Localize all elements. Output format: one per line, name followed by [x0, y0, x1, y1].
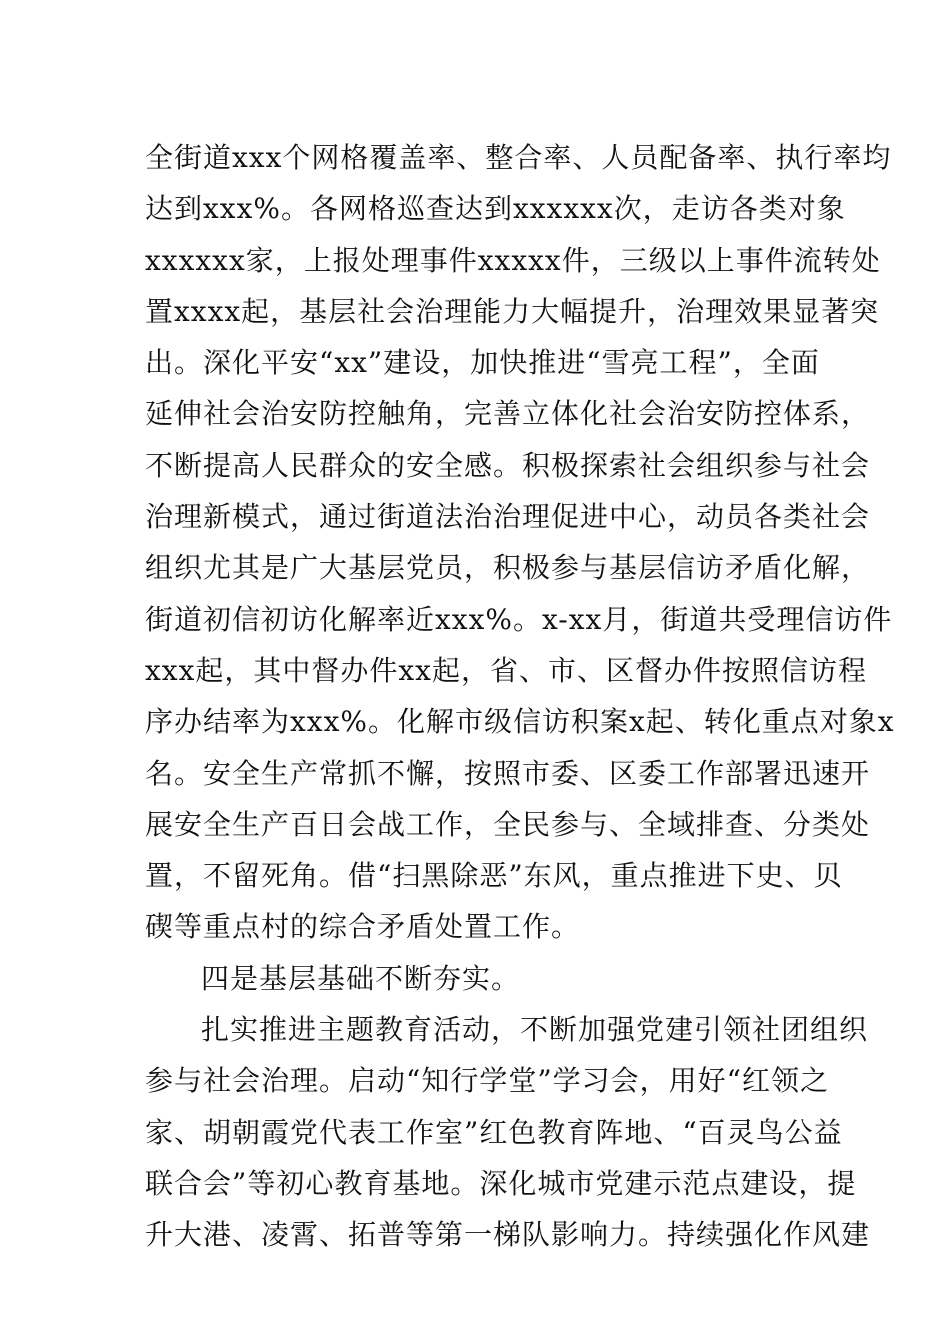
- text-line: 家、胡朝霞党代表工作室”红色教育阵地、“百灵鸟公益: [145, 1115, 843, 1149]
- text-line: 名。安全生产常抓不懈，按照市委、区委工作部署迅速开: [145, 756, 871, 790]
- text-line: 升大港、凌霄、拓普等第一梯队影响力。持续强化作风建: [145, 1218, 871, 1252]
- text-line: 置，不留死角。借“扫黑除恶”东风，重点推进下史、贝: [145, 859, 843, 893]
- text-line: 组织尤其是广大基层党员，积极参与基层信访矛盾化解，: [145, 551, 871, 585]
- text-line: 碶等重点村的综合矛盾处置工作。: [145, 910, 581, 944]
- document-body: [145, 132, 895, 1261]
- text-line: 联合会”等初心教育基地。深化城市党建示范点建设，提: [145, 1166, 857, 1200]
- text-line: 延伸社会治安防控触角，完善立体化社会治安防控体系，: [145, 397, 871, 431]
- text-line: xxxxxx家，上报处理事件xxxxx件，三级以上事件流转处: [145, 243, 881, 277]
- section-heading: 四是基层基础不断夯实。: [201, 961, 521, 995]
- text-line: 街道初信初访化解率近xxx%。x-xx月，街道共受理信访件: [145, 602, 893, 636]
- text-line: 治理新模式，通过街道法治治理促进中心，动员各类社会: [145, 500, 871, 534]
- text-line: 不断提高人民群众的安全感。积极探索社会组织参与社会: [145, 448, 871, 482]
- text-line: 出。深化平安“xx”建设，加快推进“雪亮工程”，全面: [145, 346, 820, 380]
- text-line: 全街道xxx个网格覆盖率、整合率、人员配备率、执行率均: [145, 141, 892, 174]
- text-line: xxx起，其中督办件xx起，省、市、区督办件按照信访程: [145, 653, 867, 687]
- text-line: 参与社会治理。启动“知行学堂”学习会，用好“红领之: [145, 1064, 829, 1098]
- text-line: 展安全生产百日会战工作，全民参与、全域排查、分类处: [145, 807, 871, 841]
- text-line: 置xxxx起，基层社会治理能力大幅提升，治理效果显著突: [145, 294, 880, 328]
- text-line: 序办结率为xxx%。化解市级信访积案x起、转化重点对象x: [145, 705, 895, 739]
- text-line: 达到xxx%。各网格巡查达到xxxxxx次，走访各类对象: [145, 192, 846, 226]
- text-line: 扎实推进主题教育活动，不断加强党建引领社团组织: [201, 1013, 869, 1047]
